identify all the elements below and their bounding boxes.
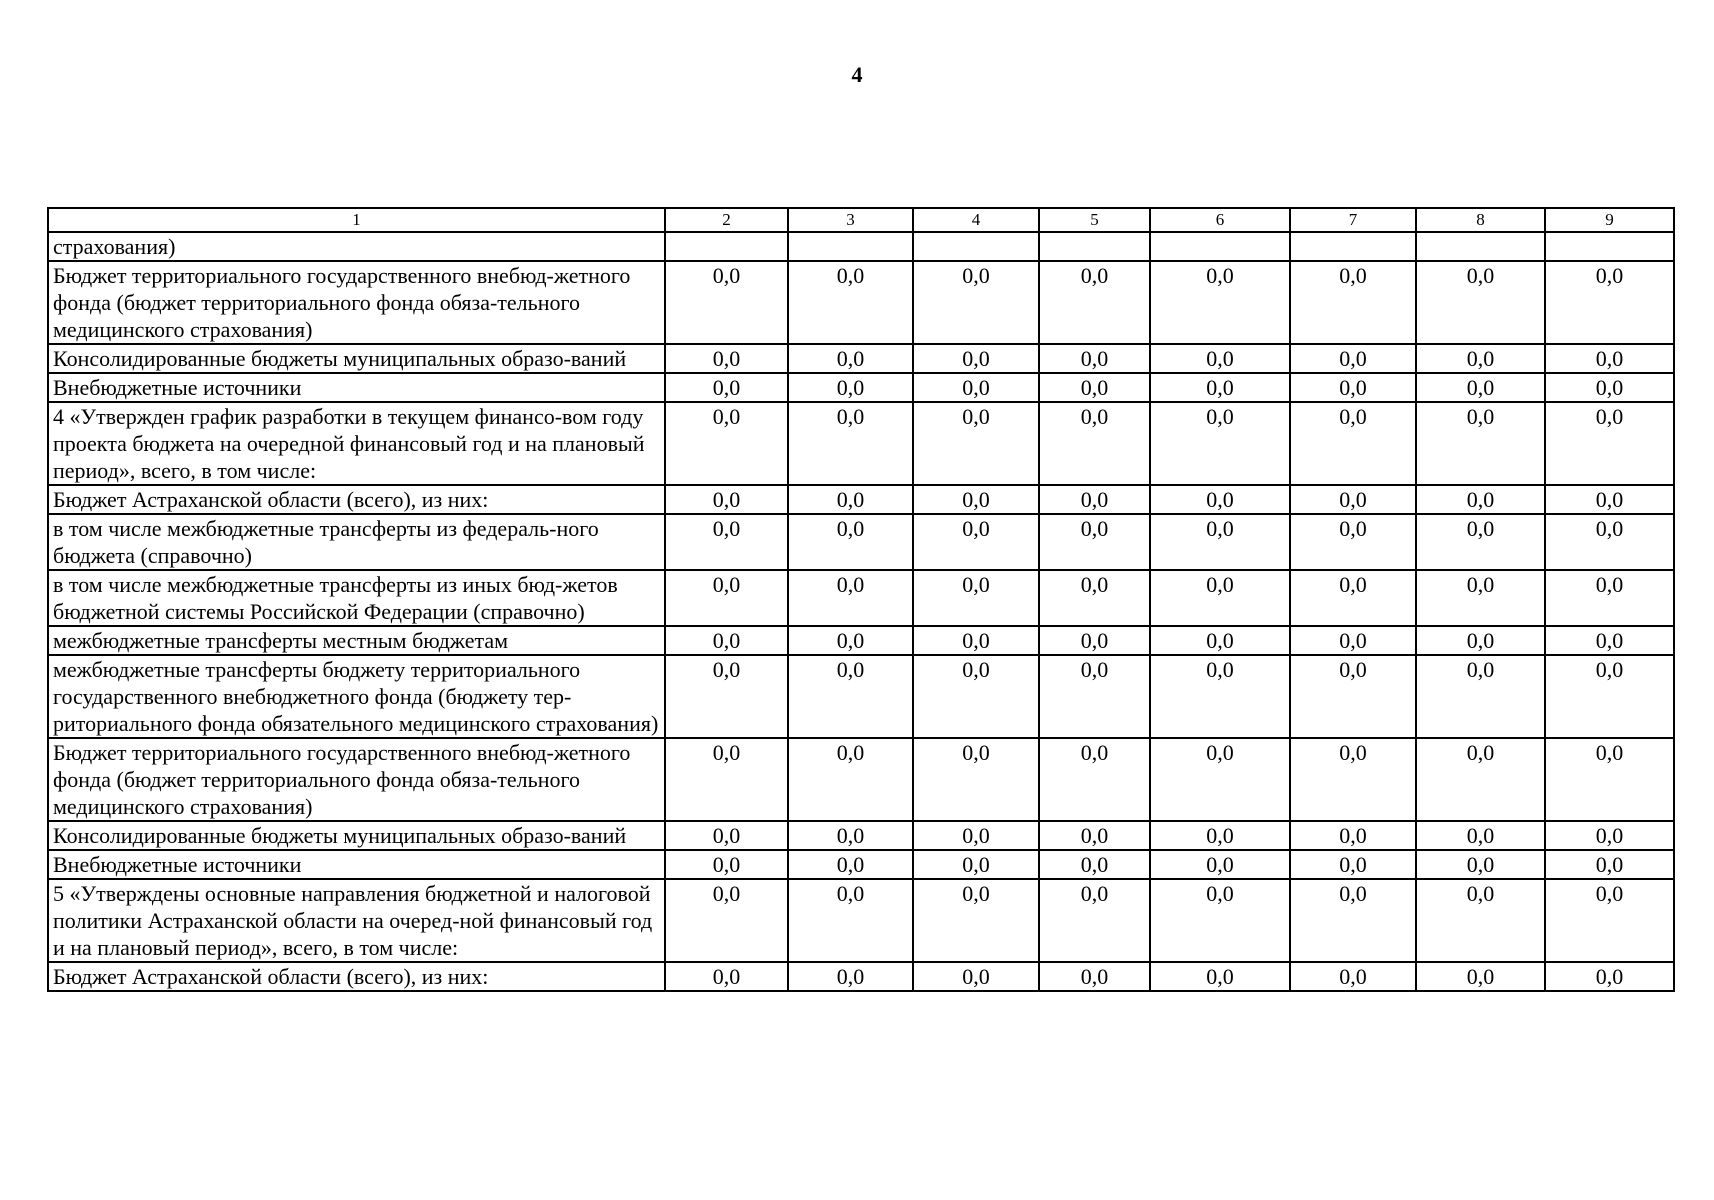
row-label: Бюджет Астраханской области (всего), из них: — [48, 485, 665, 514]
value-cell: 0,0 — [1416, 962, 1545, 991]
value-cell: 0,0 — [788, 261, 913, 344]
value-cell: 0,0 — [1039, 879, 1150, 962]
value-cell: 0,0 — [1150, 879, 1290, 962]
value-cell: 0,0 — [1039, 402, 1150, 485]
row-label: 5 «Утверждены основные направления бюджетной и налоговой политики Астраханской области на очеред-ной финансовый год и на плановый период», всего, в том числе: — [48, 879, 665, 962]
value-cell: 0,0 — [1039, 514, 1150, 570]
column-header: 6 — [1150, 208, 1290, 232]
value-cell: 0,0 — [1416, 850, 1545, 879]
row-label: страхования) — [48, 232, 665, 261]
value-cell: 0,0 — [913, 570, 1039, 626]
column-header: 1 — [48, 208, 665, 232]
value-cell: 0,0 — [1545, 261, 1674, 344]
value-cell: 0,0 — [1150, 962, 1290, 991]
value-cell: 0,0 — [1545, 821, 1674, 850]
value-cell: 0,0 — [1545, 738, 1674, 821]
value-cell: 0,0 — [1545, 879, 1674, 962]
table-row — [48, 402, 1674, 485]
value-cell: 0,0 — [665, 373, 788, 402]
table-row — [48, 261, 1674, 344]
value-cell: 0,0 — [1290, 344, 1416, 373]
table-body — [48, 232, 1674, 991]
value-cell: 0,0 — [913, 821, 1039, 850]
value-cell: 0,0 — [1290, 821, 1416, 850]
value-cell — [1039, 232, 1150, 261]
value-cell: 0,0 — [1545, 514, 1674, 570]
column-header: 9 — [1545, 208, 1674, 232]
value-cell: 0,0 — [1416, 879, 1545, 962]
value-cell: 0,0 — [665, 514, 788, 570]
value-cell: 0,0 — [1290, 850, 1416, 879]
table-row — [48, 232, 1674, 261]
table-row — [48, 570, 1674, 626]
value-cell — [913, 232, 1039, 261]
value-cell: 0,0 — [1039, 626, 1150, 655]
row-label: Бюджет Астраханской области (всего), из них: — [48, 962, 665, 991]
value-cell: 0,0 — [1150, 850, 1290, 879]
value-cell: 0,0 — [1150, 344, 1290, 373]
value-cell: 0,0 — [665, 402, 788, 485]
value-cell — [788, 232, 913, 261]
value-cell: 0,0 — [1039, 655, 1150, 738]
value-cell: 0,0 — [788, 879, 913, 962]
value-cell: 0,0 — [1545, 570, 1674, 626]
value-cell: 0,0 — [913, 402, 1039, 485]
row-label: Внебюджетные источники — [48, 373, 665, 402]
value-cell: 0,0 — [1150, 570, 1290, 626]
column-header: 2 — [665, 208, 788, 232]
column-header: 8 — [1416, 208, 1545, 232]
value-cell: 0,0 — [1150, 655, 1290, 738]
value-cell: 0,0 — [788, 373, 913, 402]
value-cell: 0,0 — [1416, 821, 1545, 850]
value-cell: 0,0 — [913, 738, 1039, 821]
value-cell: 0,0 — [665, 850, 788, 879]
value-cell: 0,0 — [1545, 402, 1674, 485]
value-cell: 0,0 — [913, 344, 1039, 373]
value-cell: 0,0 — [665, 570, 788, 626]
value-cell: 0,0 — [788, 655, 913, 738]
row-label: Консолидированные бюджеты муниципальных образо-ваний — [48, 821, 665, 850]
value-cell: 0,0 — [1545, 655, 1674, 738]
value-cell: 0,0 — [913, 261, 1039, 344]
table-row — [48, 850, 1674, 879]
value-cell: 0,0 — [1416, 373, 1545, 402]
value-cell: 0,0 — [1545, 344, 1674, 373]
value-cell: 0,0 — [788, 738, 913, 821]
table-row — [48, 373, 1674, 402]
value-cell: 0,0 — [1039, 821, 1150, 850]
value-cell: 0,0 — [788, 344, 913, 373]
value-cell: 0,0 — [913, 514, 1039, 570]
value-cell: 0,0 — [788, 962, 913, 991]
value-cell: 0,0 — [1545, 850, 1674, 879]
value-cell: 0,0 — [1290, 879, 1416, 962]
value-cell: 0,0 — [1039, 485, 1150, 514]
value-cell: 0,0 — [1416, 514, 1545, 570]
value-cell: 0,0 — [1290, 626, 1416, 655]
row-label: в том числе межбюджетные трансферты из иных бюд-жетов бюджетной системы Российской Федерации (справочно) — [48, 570, 665, 626]
value-cell — [1416, 232, 1545, 261]
value-cell: 0,0 — [1039, 373, 1150, 402]
value-cell: 0,0 — [1150, 626, 1290, 655]
table-row — [48, 738, 1674, 821]
value-cell: 0,0 — [788, 514, 913, 570]
value-cell: 0,0 — [1039, 850, 1150, 879]
column-header: 5 — [1039, 208, 1150, 232]
table-row — [48, 485, 1674, 514]
value-cell: 0,0 — [1150, 821, 1290, 850]
value-cell: 0,0 — [1545, 373, 1674, 402]
table-row — [48, 514, 1674, 570]
row-label: 4 «Утвержден график разработки в текущем финансо-вом году проекта бюджета на очередной финансовый год и на плановый период», всего, в том числе: — [48, 402, 665, 485]
value-cell: 0,0 — [665, 738, 788, 821]
value-cell: 0,0 — [1290, 655, 1416, 738]
column-header: 3 — [788, 208, 913, 232]
table-row — [48, 962, 1674, 991]
value-cell: 0,0 — [1039, 344, 1150, 373]
value-cell: 0,0 — [913, 962, 1039, 991]
value-cell: 0,0 — [1416, 485, 1545, 514]
budget-table — [47, 207, 1675, 992]
table-row — [48, 626, 1674, 655]
value-cell: 0,0 — [1416, 344, 1545, 373]
table-row — [48, 879, 1674, 962]
value-cell — [1150, 232, 1290, 261]
value-cell: 0,0 — [788, 485, 913, 514]
column-header: 4 — [913, 208, 1039, 232]
value-cell: 0,0 — [788, 570, 913, 626]
value-cell: 0,0 — [1290, 485, 1416, 514]
value-cell: 0,0 — [665, 344, 788, 373]
value-cell: 0,0 — [913, 373, 1039, 402]
value-cell: 0,0 — [665, 821, 788, 850]
row-label: Бюджет территориального государственного внебюд-жетного фонда (бюджет территориального фонда обяза-тельного медицинского страхования) — [48, 261, 665, 344]
row-label: Внебюджетные источники — [48, 850, 665, 879]
value-cell: 0,0 — [1039, 261, 1150, 344]
value-cell: 0,0 — [1150, 485, 1290, 514]
value-cell: 0,0 — [1416, 261, 1545, 344]
row-label: межбюджетные трансферты бюджету территориального государственного внебюджетного фонда (бюджету тер-риториального фонда обязательного медицинского страхования) — [48, 655, 665, 738]
table-row — [48, 821, 1674, 850]
value-cell: 0,0 — [665, 485, 788, 514]
value-cell: 0,0 — [665, 261, 788, 344]
row-label: Бюджет территориального государственного внебюд-жетного фонда (бюджет территориального фонда обяза-тельного медицинского страхования) — [48, 738, 665, 821]
value-cell: 0,0 — [665, 626, 788, 655]
value-cell: 0,0 — [1545, 485, 1674, 514]
value-cell — [1545, 232, 1674, 261]
value-cell: 0,0 — [913, 655, 1039, 738]
value-cell: 0,0 — [1290, 402, 1416, 485]
row-label: в том числе межбюджетные трансферты из федераль-ного бюджета (справочно) — [48, 514, 665, 570]
value-cell: 0,0 — [1290, 514, 1416, 570]
value-cell: 0,0 — [1416, 738, 1545, 821]
value-cell: 0,0 — [1416, 626, 1545, 655]
value-cell: 0,0 — [913, 879, 1039, 962]
value-cell: 0,0 — [1150, 514, 1290, 570]
value-cell: 0,0 — [788, 821, 913, 850]
value-cell: 0,0 — [788, 850, 913, 879]
value-cell: 0,0 — [1545, 962, 1674, 991]
column-header: 7 — [1290, 208, 1416, 232]
table-row — [48, 655, 1674, 738]
value-cell: 0,0 — [1039, 738, 1150, 821]
value-cell: 0,0 — [1290, 261, 1416, 344]
value-cell: 0,0 — [1150, 738, 1290, 821]
value-cell: 0,0 — [1290, 962, 1416, 991]
value-cell: 0,0 — [665, 655, 788, 738]
value-cell: 0,0 — [1039, 962, 1150, 991]
value-cell: 0,0 — [1290, 570, 1416, 626]
table-row — [48, 344, 1674, 373]
value-cell: 0,0 — [1416, 402, 1545, 485]
value-cell: 0,0 — [665, 962, 788, 991]
value-cell: 0,0 — [1150, 402, 1290, 485]
value-cell: 0,0 — [1545, 626, 1674, 655]
row-label: межбюджетные трансферты местным бюджетам — [48, 626, 665, 655]
value-cell: 0,0 — [913, 485, 1039, 514]
value-cell: 0,0 — [1290, 373, 1416, 402]
value-cell — [665, 232, 788, 261]
table-header-row — [48, 208, 1674, 232]
value-cell: 0,0 — [1416, 570, 1545, 626]
value-cell: 0,0 — [1416, 655, 1545, 738]
value-cell: 0,0 — [1290, 738, 1416, 821]
value-cell: 0,0 — [1150, 261, 1290, 344]
value-cell: 0,0 — [788, 626, 913, 655]
page-number: 4 — [851, 62, 863, 87]
value-cell: 0,0 — [788, 402, 913, 485]
value-cell — [1290, 232, 1416, 261]
value-cell: 0,0 — [1039, 570, 1150, 626]
value-cell: 0,0 — [913, 626, 1039, 655]
value-cell: 0,0 — [1150, 373, 1290, 402]
value-cell: 0,0 — [913, 850, 1039, 879]
row-label: Консолидированные бюджеты муниципальных образо-ваний — [48, 344, 665, 373]
value-cell: 0,0 — [665, 879, 788, 962]
